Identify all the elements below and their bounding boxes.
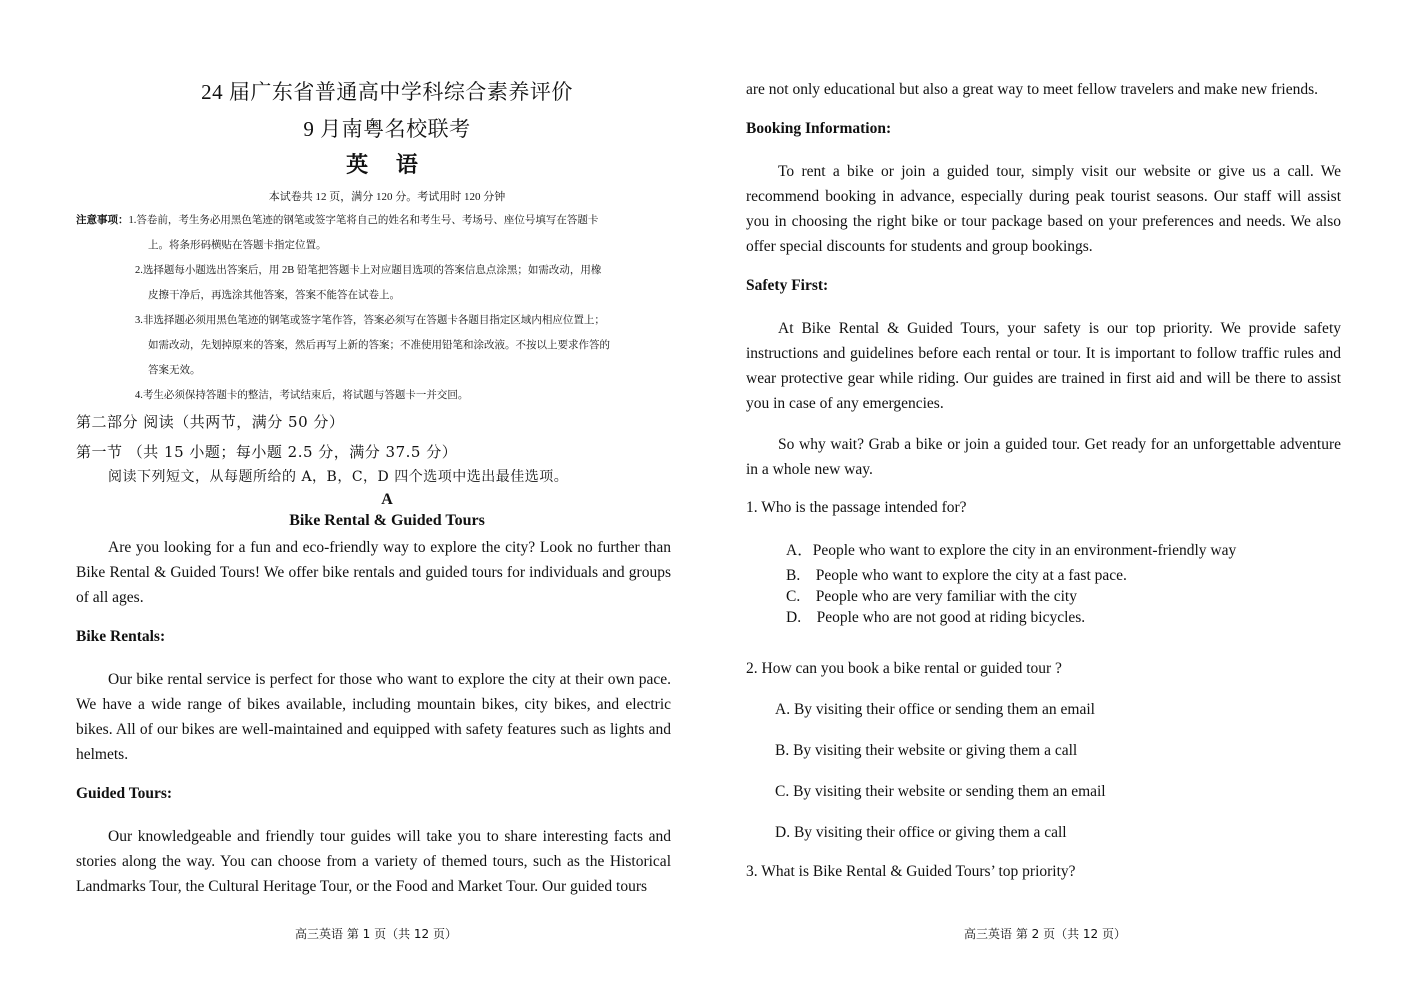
notice-item-3-cont2: 答案无效。: [148, 365, 201, 376]
subject-title: 英 语: [346, 153, 428, 178]
question-1: 1. Who is the passage intended for?: [746, 499, 967, 516]
passage-letter: A: [381, 491, 393, 508]
notice-item-2-cont: 皮擦干净后，再选涂其他答案，答案不能答在试卷上。: [148, 290, 400, 301]
question-2-option-a: A. By visiting their office or sending them an email: [775, 701, 1095, 718]
notice-line: [76, 208, 676, 233]
page-2: [746, 0, 1342, 983]
notice-item-3-cont: 如需改动，先划掉原来的答案，然后再写上新的答案；不准使用铅笔和涂改液。不按以上要求作答的: [148, 340, 610, 351]
notice-item-4: 4.考生必须保持答题卡的整洁，考试结束后，将试题与答题卡一并交回。: [135, 390, 469, 401]
paragraph-booking: To rent a bike or join a guided tour, simply visit our website or give us a call. We recommend booking in advance, especially during peak tourist seasons. Our staff will assist you in choosing the right bike or tour package based on your preferences and needs. We also offer special discounts for students and group bookings.: [746, 163, 1341, 255]
paragraph-safety: At Bike Rental & Guided Tours, your safety is our top priority. We provide safety instructions and guidelines before each rental or tour. It is important to follow traffic rules and wear protective gear while riding. Our guides are trained in first aid and will be there to assist you in case of any emergencies.: [746, 320, 1341, 412]
question-3: 3. What is Bike Rental & Guided Tours’ top priority?: [746, 863, 1076, 880]
passage-title: Bike Rental & Guided Tours: [289, 512, 485, 529]
notice-item-1-cont: 上。将条形码横贴在答题卡指定位置。: [148, 240, 327, 251]
question-2-option-b: B. By visiting their website or giving them a call: [775, 742, 1078, 759]
exam-title-line2: 9 月南粤名校联考: [303, 117, 471, 141]
question-2-option-d: D. By visiting their office or giving them a call: [775, 824, 1067, 841]
heading-safety: Safety First:: [746, 277, 829, 294]
page-1: [76, 0, 671, 983]
question-1-option-d: D. People who are not good at riding bicycles.: [786, 609, 1086, 626]
paragraph-guided-tours-cont: are not only educational but also a great way to meet fellow travelers and make new friends.: [746, 81, 1318, 98]
heading-booking: Booking Information:: [746, 120, 892, 137]
heading-bike-rentals: Bike Rentals:: [76, 628, 166, 645]
page-footer: 高三英语 第 1 页（共 12 页）: [295, 927, 457, 941]
paragraph-closing: So why wait? Grab a bike or join a guided tour. Get ready for an unforgettable adventure in a whole new way.: [746, 436, 1341, 478]
exam-info: 本试卷共 12 页，满分 120 分。考试用时 120 分钟: [268, 191, 506, 203]
heading-guided-tours: Guided Tours:: [76, 785, 173, 802]
question-2: 2. How can you book a bike rental or guided tour ?: [746, 660, 1062, 677]
exam-title-line1: 24 届广东省普通高中学科综合素养评价: [201, 80, 573, 104]
page-footer: 高三英语 第 2 页（共 12 页）: [964, 927, 1126, 941]
paragraph-intro: Are you looking for a fun and eco-friendly way to explore the city? Look no further than Bike Rental & Guided Tours! We offer bike rentals and guided tours for individuals and groups of all ages.: [76, 539, 671, 606]
notice-item-1: 1.答卷前，考生务必用黑色笔迹的钢笔或签字笔将自己的姓名和考生号、考场号、座位号填写在答题卡: [128, 215, 599, 226]
question-2-option-c: C. By visiting their website or sending them an email: [775, 783, 1106, 800]
question-1-option-c: C. People who are very familiar with the city: [786, 588, 1077, 605]
notice-label: 注意事项：: [76, 215, 129, 226]
paragraph-guided-tours: Our knowledgeable and friendly tour guides will take you to share interesting facts and stories along the way. You can choose from a variety of themed tours, such as the Historical Landmarks Tour, the Cultural Heritage Tour, or the Food and Market Tour. Our guided tours: [76, 828, 671, 895]
paragraph-bike-rentals: Our bike rental service is perfect for those who want to explore the city at their own pace. We have a wide range of bikes available, including mountain bikes, city bikes, and electric bikes. All of our bikes are well-maintained and equipped with safety features such as lights and helmets.: [76, 671, 671, 763]
question-1-option-b: B. People who want to explore the city at a fast pace.: [786, 567, 1127, 584]
question-1-option-a: A．People who want to explore the city in an environment-friendly way: [786, 542, 1237, 559]
instruction: 阅读下列短文，从每题所给的 A，B，C，D 四个选项中选出最佳选项。: [108, 469, 569, 485]
section-title: 第一节 （共 15 小题；每小题 2.5 分，满分 37.5 分）: [76, 443, 458, 461]
notice-item-2: 2.选择题每小题选出答案后，用 2B 铅笔把答题卡上对应题目选项的答案信息点涂黑；如需改动，用橡: [135, 265, 602, 276]
part-title: 第二部分 阅读（共两节，满分 50 分）: [76, 413, 345, 431]
notice-item-3: 3.非选择题必须用黑色笔迹的钢笔或签字笔作答，答案必须写在答题卡各题目指定区域内相应位置上；: [135, 315, 605, 326]
